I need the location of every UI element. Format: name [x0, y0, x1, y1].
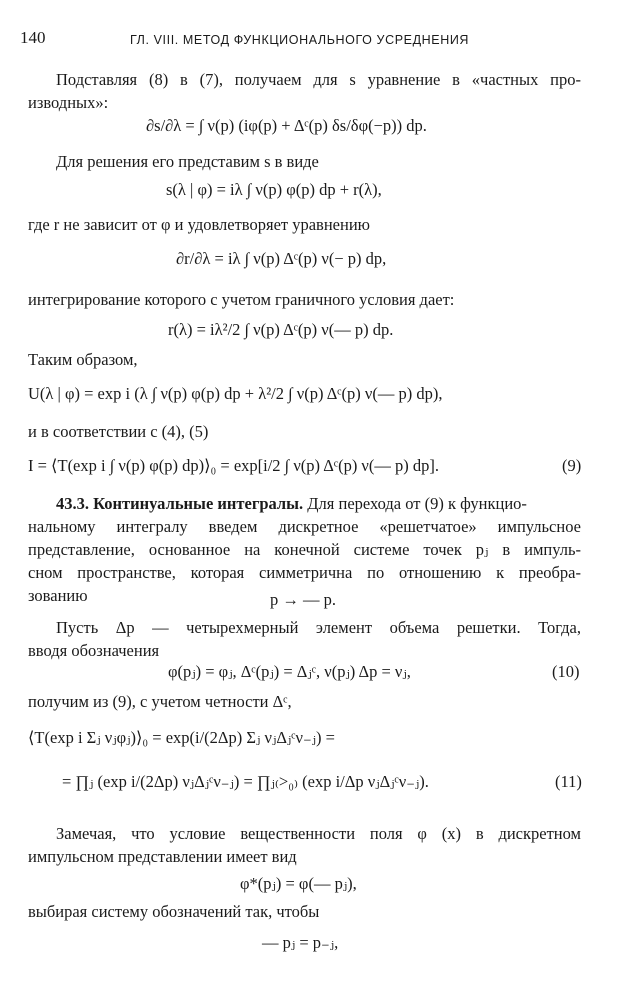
paragraph-line: выбирая систему обозначений так, чтобы: [28, 902, 320, 921]
equation-number: (11): [555, 772, 582, 791]
equation: r(λ) = iλ²/2 ∫ ν(p) Δᶜ(p) ν(— p) dp.: [168, 320, 394, 339]
equation: ∂r/∂λ = iλ ∫ ν(p) Δᶜ(p) ν(− p) dp,: [176, 249, 387, 268]
section-title: 43.3. Континуальные интегралы.: [56, 494, 304, 513]
paragraph-line: и в соответствии с (4), (5): [28, 422, 209, 441]
running-title: ГЛ. VIII. МЕТОД ФУНКЦИОНАЛЬНОГО УСРЕДНЕНИЯ: [130, 33, 470, 47]
paragraph-line: Для решения его представим s в виде: [56, 152, 319, 171]
paragraph-line: представление, основанное на конечной системе точек pⱼ в импуль-: [28, 540, 581, 559]
section-text: Для перехода от (9) к функцио-: [303, 494, 527, 513]
paragraph-line: получим из (9), с учетом четности Δᶜ,: [28, 692, 292, 711]
paragraph-line: изводных»:: [28, 93, 109, 112]
paragraph-line: Пусть Δp — четырехмерный элемент объема решетки. Тогда,: [56, 618, 581, 637]
equation: s(λ | φ) = iλ ∫ ν(p) φ(p) dp + r(λ),: [166, 180, 382, 199]
paragraph-line: сном пространстве, которая симметрична по отношению к преобра-: [28, 563, 581, 582]
equation: p → — p.: [270, 590, 336, 609]
equation: U(λ | φ) = exp i (λ ∫ ν(p) φ(p) dp + λ²/2 ∫ ν(p) Δᶜ(p) ν(— p) dp),: [28, 384, 443, 403]
equation: ∂s/∂λ = ∫ ν(p) (iφ(p) + Δᶜ(p) δs/δφ(−p)) dp.: [146, 116, 427, 135]
paragraph-line: Таким образом,: [28, 350, 138, 369]
equation: I = ⟨T(exp i ∫ ν(p) φ(p) dp)⟩₀ = exp[i/2 ∫ ν(p) Δᶜ(p) ν(— p) dp].: [28, 456, 440, 475]
paragraph-line: зованию: [28, 586, 88, 605]
equation: — pⱼ = p₋ⱼ,: [262, 933, 339, 952]
section-line: [56, 492, 581, 515]
equation: = ∏ⱼ (exp i/(2Δp) νⱼΔⱼᶜν₋ⱼ) = ∏ⱼ₍>₀₎ (exp i/Δp νⱼΔⱼᶜν₋ⱼ).: [62, 772, 429, 791]
equation-number: (9): [562, 456, 582, 475]
paragraph-line: вводя обозначения: [28, 641, 160, 660]
paragraph-line: где r не зависит от φ и удовлетворяет уравнению: [28, 215, 370, 234]
equation: φ*(pⱼ) = φ(— pⱼ),: [240, 874, 357, 893]
paragraph-line: Подставляя (8) в (7), получаем для s уравнение в «частных про-: [56, 70, 581, 89]
equation: φ(pⱼ) = φⱼ, Δᶜ(pⱼ) = Δⱼᶜ, ν(pⱼ) Δp = νⱼ,: [168, 662, 411, 681]
equation: ⟨T(exp i Σⱼ νⱼφⱼ)⟩₀ = exp(i/(2Δp) Σⱼ νⱼΔⱼᶜν₋ⱼ) =: [28, 728, 335, 747]
paragraph-line: импульсном представлении имеет вид: [28, 847, 297, 866]
page-number: 140: [20, 28, 46, 47]
paragraph-line: Замечая, что условие вещественности поля φ (x) в дискретном: [56, 824, 581, 843]
paragraph-line: нальному интегралу введем дискретное «решетчатое» импульсное: [28, 517, 581, 536]
paragraph-line: интегрирование которого с учетом граничного условия дает:: [28, 290, 455, 309]
equation-number: (10): [552, 662, 580, 681]
